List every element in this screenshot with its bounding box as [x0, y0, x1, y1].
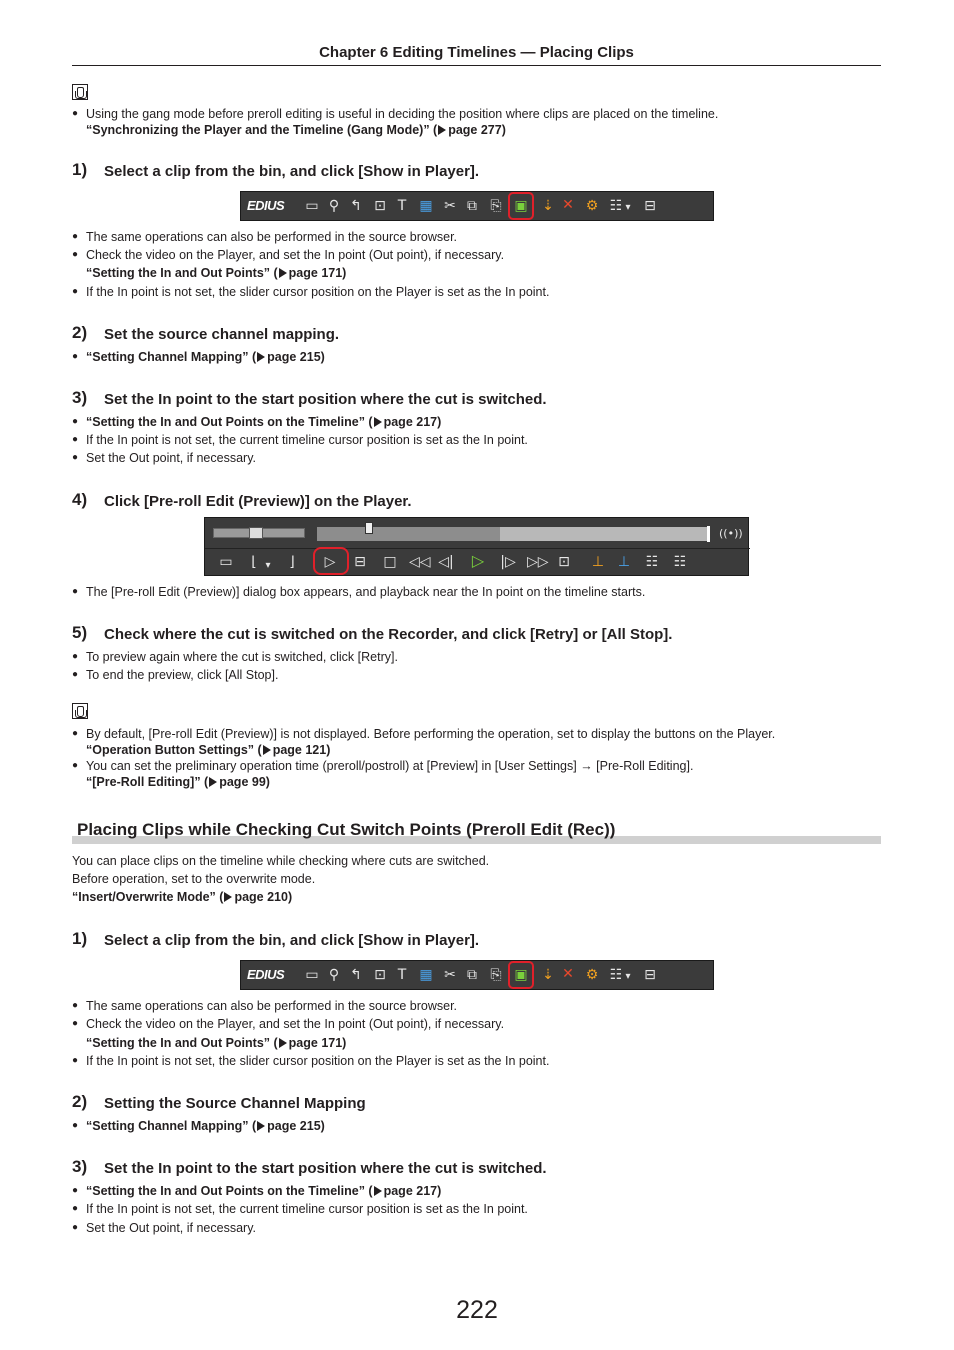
arrow-icon [279, 268, 287, 278]
arrow-icon [374, 1186, 382, 1196]
paste-icon[interactable]: ⎘ [490, 198, 502, 214]
paragraph: Before operation, set to the overwrite mode. [72, 872, 316, 886]
delete-icon[interactable]: ✕ [562, 966, 574, 982]
divider [205, 548, 750, 549]
slider-cursor[interactable] [365, 522, 373, 534]
delete-icon[interactable]: ✕ [562, 197, 574, 213]
title-icon[interactable]: T [397, 198, 407, 214]
ref-link[interactable]: “Setting the In and Out Points” ( page 171) [86, 1036, 347, 1050]
note-icon [72, 703, 88, 719]
section-title: Placing Clips while Checking Cut Switch Points (Preroll Edit (Rec)) [77, 820, 616, 839]
bullet-icon: ● [72, 728, 79, 739]
chapter-header [72, 44, 881, 66]
setin-icon[interactable]: ▭ [219, 554, 233, 570]
step-forward-icon[interactable]: |▷ [500, 554, 516, 570]
arrow-icon [224, 892, 232, 902]
paste-icon[interactable]: ⎘ [490, 967, 502, 983]
edius-logo: EDIUS [247, 198, 285, 213]
step-number: 1) [72, 160, 88, 179]
clip-icon[interactable]: ⊡ [374, 967, 386, 983]
bullet-icon: ● [72, 1185, 79, 1196]
preroll-preview-icon[interactable]: ▷ [324, 554, 336, 570]
copy-icon[interactable]: ⧉ [467, 967, 477, 983]
bullet-icon: ● [72, 1120, 79, 1131]
bullet-icon: ● [72, 249, 79, 260]
arrow-icon [257, 352, 265, 362]
audio-add-icon[interactable]: ☷ [673, 554, 687, 570]
bullet-icon: ● [72, 434, 79, 445]
color-bar-icon[interactable]: ▦ [419, 198, 433, 214]
step-number: 5) [72, 623, 88, 642]
step-heading: Check where the cut is switched on the Recorder, and click [Retry] or [All Stop]. [104, 626, 673, 643]
bin-icon[interactable]: ⊟ [644, 198, 656, 214]
step-heading: Set the In point to the start position where the cut is switched. [104, 1160, 547, 1177]
end-marker [707, 526, 710, 542]
step-heading: Set the source channel mapping. [104, 326, 340, 343]
bullet-icon: ● [72, 1203, 79, 1214]
player-controls [204, 517, 749, 576]
arrow-icon [257, 1121, 265, 1131]
ref-link[interactable]: “Insert/Overwrite Mode” ( page 210) [72, 890, 293, 904]
arrow-icon [209, 777, 217, 787]
cut-icon[interactable]: ✂ [444, 967, 456, 983]
paragraph: You can place clips on the timeline while checking where cuts are switched. [72, 854, 490, 868]
properties-icon[interactable]: ⚙ [585, 967, 599, 983]
step-number: 2) [72, 1092, 88, 1111]
fast-forward-icon[interactable]: ▷▷ [527, 554, 549, 570]
ref-link[interactable]: “[Pre-Roll Editing]” ( page 99) [86, 775, 270, 789]
bullet-icon: ● [72, 1055, 79, 1066]
chevron-down-icon[interactable]: ▾ [265, 560, 271, 571]
chapter-title: Chapter 6 Editing Timelines — Placing Clips [319, 44, 634, 61]
search-icon[interactable]: ⚲ [328, 967, 340, 983]
bullet-icon: ● [72, 1222, 79, 1233]
insert-icon[interactable]: ⊥ [591, 554, 605, 570]
section-heading [72, 820, 881, 844]
highlight-circle [508, 192, 534, 220]
step-number: 3) [72, 388, 88, 407]
view-icon[interactable]: ☷ [609, 198, 623, 214]
bullet-icon: ● [72, 416, 79, 427]
bullet-icon: ● [72, 108, 79, 119]
step-back-icon[interactable]: ◁| [438, 554, 454, 570]
arrow-icon [279, 1038, 287, 1048]
position-bar-range [317, 527, 500, 541]
highlight-circle [508, 961, 534, 989]
chevron-down-icon[interactable]: ▾ [625, 971, 631, 982]
color-bar-icon[interactable]: ▦ [419, 967, 433, 983]
bullet-icon: ● [72, 760, 79, 771]
copy-icon[interactable]: ⧉ [467, 198, 477, 214]
mark-out-icon[interactable]: ⌋ [289, 554, 295, 570]
bullet-icon: ● [72, 669, 79, 680]
audio-icon[interactable]: ((•)) [719, 527, 743, 540]
preroll-rec-icon[interactable]: ⊟ [354, 554, 366, 570]
bullet-icon: ● [72, 286, 79, 297]
bullet-icon: ● [72, 651, 79, 662]
note1-ref-link[interactable]: “Synchronizing the Player and the Timeline (Gang Mode)” ( page 277) [86, 123, 506, 137]
add-timeline-icon[interactable]: ⇣ [542, 198, 554, 214]
step-number: 3) [72, 1157, 88, 1176]
view-icon[interactable]: ☷ [609, 967, 623, 983]
bin-toolbar [240, 960, 714, 990]
mark-in-icon[interactable]: ⌊ [251, 554, 257, 570]
cut-icon[interactable]: ✂ [444, 198, 456, 214]
overwrite-icon[interactable]: ⊥ [617, 554, 631, 570]
note-icon [72, 84, 88, 100]
step-number: 1) [72, 929, 88, 948]
folder-icon[interactable]: ▭ [305, 198, 319, 214]
page-number: 222 [456, 1296, 498, 1324]
bullet-icon: ● [72, 1018, 79, 1029]
step-heading: Select a clip from the bin, and click [Show in Player]. [104, 163, 480, 180]
chevron-down-icon[interactable]: ▾ [625, 202, 631, 213]
edius-logo: EDIUS [247, 967, 285, 982]
rewind-icon[interactable]: ◁◁ [409, 554, 431, 570]
step-heading: Select a clip from the bin, and click [Show in Player]. [104, 932, 480, 949]
step-number: 2) [72, 323, 88, 342]
play-icon[interactable]: ▷ [471, 551, 485, 570]
bin-icon[interactable]: ⊟ [644, 967, 656, 983]
show-in-player-icon[interactable]: ▣ [514, 198, 528, 214]
arrow-icon [263, 745, 271, 755]
clip-icon[interactable]: ⊡ [374, 198, 386, 214]
show-in-player-icon[interactable]: ▣ [514, 967, 528, 983]
stop-icon[interactable]: □ [383, 554, 397, 570]
title-icon[interactable]: T [397, 967, 407, 983]
bullet-icon: ● [72, 1000, 79, 1011]
ref-link[interactable]: “Operation Button Settings” ( page 121) [86, 743, 331, 757]
bullet-icon: ● [72, 452, 79, 463]
arrow-icon [374, 417, 382, 427]
highlight-circle [313, 547, 349, 575]
bullet-icon: ● [72, 586, 79, 597]
properties-icon[interactable]: ⚙ [585, 198, 599, 214]
add-icon[interactable]: ☷ [645, 554, 659, 570]
bullet-icon: ● [72, 351, 79, 362]
search-icon[interactable]: ⚲ [328, 198, 340, 214]
bullet-icon: ● [72, 231, 79, 242]
up-icon[interactable]: ↰ [350, 967, 362, 983]
step-heading: Setting the Source Channel Mapping [104, 1095, 366, 1112]
shuttle-thumb[interactable] [249, 527, 263, 539]
loop-icon[interactable]: ⊡ [558, 554, 570, 570]
bin-toolbar [240, 191, 714, 221]
folder-icon[interactable]: ▭ [305, 967, 319, 983]
arrow-icon [438, 125, 446, 135]
up-icon[interactable]: ↰ [350, 198, 362, 214]
add-timeline-icon[interactable]: ⇣ [542, 967, 554, 983]
step-heading: Click [Pre-roll Edit (Preview)] on the Player. [104, 493, 412, 510]
step-heading: Set the In point to the start position where the cut is switched. [104, 391, 547, 408]
ref-link[interactable]: “Setting the In and Out Points” ( page 171) [86, 266, 347, 280]
step-number: 4) [72, 490, 88, 509]
